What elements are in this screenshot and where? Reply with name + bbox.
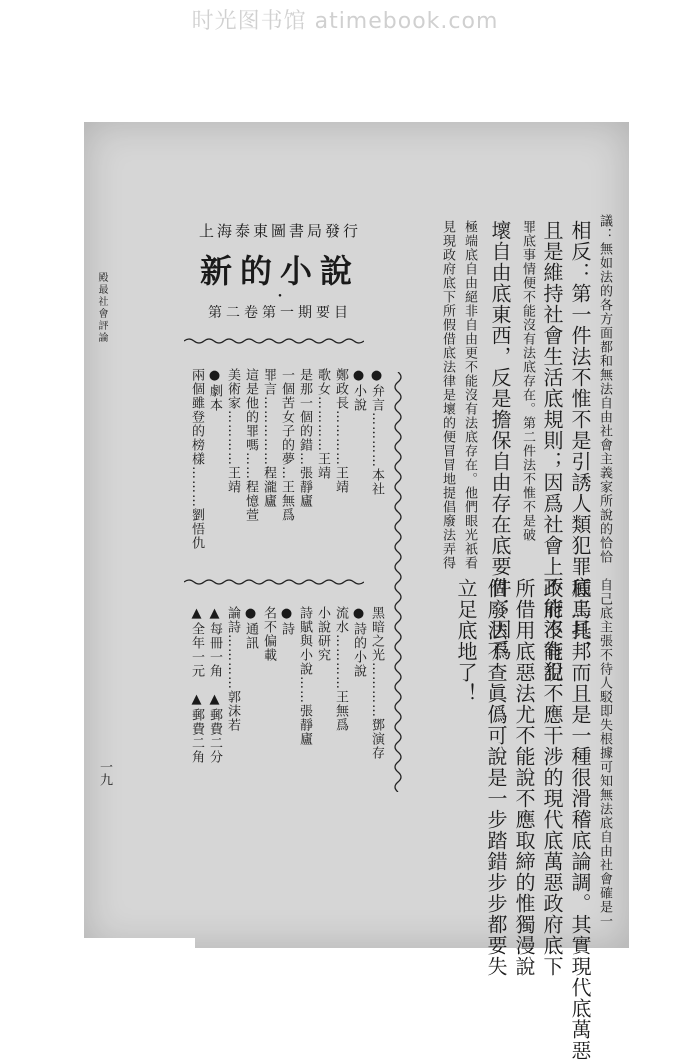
article-column: 且是維持社會生活底規則；因爲社會上不能沒有犯 — [540, 220, 564, 682]
article-column: 見現政府底下所假借底法律是壞的便冒冒地提倡廢法弄得 — [440, 220, 455, 570]
toc-entry: 論詩…………郭沫若 — [225, 606, 240, 732]
advert-publisher: 上海泰東圖書局發行 — [198, 222, 361, 240]
toc-entry: ●通訊 — [243, 606, 258, 650]
page-number: 一九 — [97, 760, 112, 786]
watermark: 时光图书馆 atimebook.com — [191, 9, 499, 34]
toc-entry: 詩賦與小說……張靜廬 — [297, 606, 312, 746]
toc-entry: ●小說 — [351, 368, 366, 412]
toc-price-line: ▲每冊一角 ▲郵費二分 — [207, 606, 222, 764]
advert-dot: ・ — [273, 289, 287, 305]
article-column: 自己底主張不待人駁即失根據可知無法底自由社會確是一 — [597, 578, 612, 928]
advert-title: 新的小說 — [199, 252, 360, 290]
toc-entry: 黑暗之光…………鄧演存 — [369, 606, 384, 760]
toc-entry: ●詩的小說 — [351, 606, 366, 678]
wavy-rule-middle — [184, 578, 364, 586]
toc-entry: 流水…………王無爲 — [333, 606, 348, 732]
toc-entry: ●弁言…………本社 — [369, 368, 384, 496]
toc-entry: 這是他的罪嗎……程憶萱 — [243, 368, 258, 522]
toc-entry: 名不偏載 — [261, 606, 276, 662]
scanned-page — [84, 122, 629, 1061]
article-column: 極端底自由絕非自由更不能沒有法底存在。他們眼光祇看 — [462, 220, 477, 570]
running-title: 殿最社會評論 — [96, 272, 107, 344]
toc-entry: ●劇本 — [207, 368, 222, 412]
blank-margin — [0, 938, 195, 1024]
advert-volume: 第二卷第一期要目 — [208, 305, 352, 321]
article-column: 相反：第一件法不惟不是引誘人類犯罪底工具， — [568, 220, 592, 661]
toc-entry: 小說研究 — [315, 606, 330, 662]
article-column: 個廢法不查眞僞可說是一步踏錯步步都要失 — [484, 578, 508, 977]
article-column: 罪底事情便不能沒有法底存在。第二件法不惟不是破 — [520, 220, 535, 542]
toc-entry: 一個苦女子的夢…王無爲 — [279, 368, 294, 522]
wavy-rule-top — [184, 337, 364, 345]
article-column: 議：無如法的各方面都和無法自由社會主義家所說的恰恰 — [597, 214, 612, 564]
article-column: 立足底地了！ — [454, 578, 478, 704]
article-column: 所借用底惡法尤不能說不應取締的惟獨漫說 — [512, 578, 536, 977]
article-column: 種烏托邦而且是一種很滑稽底論調。其實現代底萬惡 — [568, 578, 592, 1061]
toc-entry: 是那一個的錯…張靜廬 — [297, 368, 312, 508]
toc-entry: 美術家…………王靖 — [225, 368, 240, 494]
toc-entry: 鄭政長…………王靖 — [333, 368, 348, 494]
toc-price-line: ▲全年一元 ▲郵費二角 — [189, 606, 204, 764]
toc-entry: 兩個雖登的榜樣………劉悟仇 — [189, 368, 204, 550]
toc-entry: ●詩 — [279, 606, 294, 636]
toc-entry: 歌女…………王靖 — [315, 368, 330, 480]
article-column: 壞自由底東西，反是擔保自由存在底要件；因爲 — [488, 220, 512, 661]
wavy-divider — [392, 372, 404, 792]
article-column: 政府不能說不應干涉的現代底萬惡政府底下 — [540, 578, 564, 977]
toc-entry: 罪言……………程瀧廬 — [261, 368, 276, 508]
